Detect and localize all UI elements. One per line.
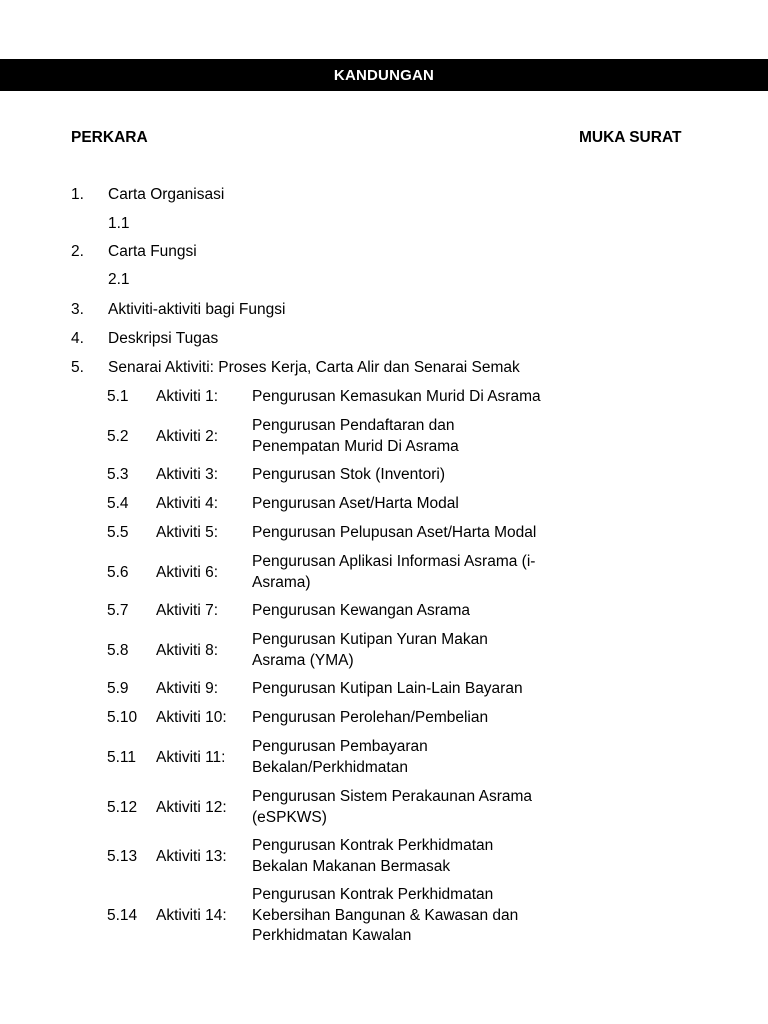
subitem-title-line: Pengurusan Kemasukan Murid Di Asrama <box>252 388 541 405</box>
subitem-number: 5.2 <box>107 428 129 445</box>
subitem-title <box>252 885 562 947</box>
subitem-title-line: Pengurusan Pelupusan Aset/Harta Modal <box>252 524 537 541</box>
item-number: 4. <box>71 330 84 347</box>
subitem-activity: Aktiviti 9: <box>156 680 219 697</box>
subitem-number: 5.1 <box>107 388 129 405</box>
subitem-title <box>252 387 562 408</box>
subitem-activity: Aktiviti 1: <box>156 388 219 405</box>
subitem-activity: Aktiviti 13: <box>156 848 227 865</box>
item-text: 1.1 <box>108 215 130 232</box>
subitem-activity: Aktiviti 6: <box>156 564 219 581</box>
subitem-title <box>252 523 562 544</box>
subitem-activity: Aktiviti 14: <box>156 907 227 924</box>
subitem-activity: Aktiviti 2: <box>156 428 219 445</box>
item-text: 2.1 <box>108 271 130 288</box>
page-title: KANDUNGAN <box>333 66 435 84</box>
subitem-title-line: Pengurusan Kontrak Perkhidmatan <box>252 886 494 903</box>
subitem-title <box>252 494 562 515</box>
item-text: Deskripsi Tugas <box>108 330 219 347</box>
title-bar <box>0 59 768 91</box>
subitem-title-line: Pengurusan Sistem Perakaunan Asrama <box>252 788 533 805</box>
item-text: Carta Fungsi <box>108 243 197 260</box>
subitem-title-line: Pengurusan Pembayaran <box>252 738 428 755</box>
subitem-activity: Aktiviti 7: <box>156 602 219 619</box>
subitem-activity: Aktiviti 8: <box>156 642 219 659</box>
subitem-activity: Aktiviti 3: <box>156 466 219 483</box>
subitem-title-line: Asrama) <box>252 573 311 591</box>
subitem-title <box>252 708 562 729</box>
subitem-title <box>252 787 562 828</box>
subitem-title-line: Pengurusan Stok (Inventori) <box>252 466 445 483</box>
subitem-title <box>252 630 562 671</box>
item-number: 5. <box>71 359 84 376</box>
subitem-title <box>252 836 562 877</box>
subitem-title <box>252 601 562 622</box>
item-number: 3. <box>71 301 84 318</box>
subitem-title <box>252 679 562 700</box>
subitem-title-line: Pengurusan Kontrak Perkhidmatan <box>252 837 494 854</box>
header-muka-surat: MUKA SURAT <box>579 129 682 146</box>
header-perkara: PERKARA <box>71 129 148 146</box>
subitem-title-line: Bekalan Makanan Bermasak <box>252 857 451 875</box>
subitem-activity: Aktiviti 5: <box>156 524 219 541</box>
subitem-number: 5.7 <box>107 602 129 619</box>
subitem-title-line: Pengurusan Perolehan/Pembelian <box>252 709 489 726</box>
subitem-number: 5.13 <box>107 848 138 865</box>
subitem-title-line: Asrama (YMA) <box>252 651 354 669</box>
subitem-title-line: Pengurusan Kutipan Yuran Makan <box>252 631 488 648</box>
subitem-title <box>252 737 562 778</box>
subitem-number: 5.9 <box>107 680 129 697</box>
subitem-number: 5.10 <box>107 709 138 726</box>
subitem-number: 5.3 <box>107 466 129 483</box>
subitem-number: 5.4 <box>107 495 129 512</box>
item-number: 1. <box>71 186 84 203</box>
subitem-title-line: (eSPKWS) <box>252 808 327 826</box>
subitem-number: 5.5 <box>107 524 129 541</box>
subitem-number: 5.14 <box>107 907 138 924</box>
item-text: Senarai Aktiviti: Proses Kerja, Carta Alir dan Senarai Semak <box>108 359 520 376</box>
subitem-title-line: Kebersihan Bangunan & Kawasan dan <box>252 906 519 924</box>
subitem-title-line: Pengurusan Aplikasi Informasi Asrama (i- <box>252 553 536 570</box>
subitem-title-line: Pengurusan Aset/Harta Modal <box>252 495 459 512</box>
subitem-activity: Aktiviti 10: <box>156 709 227 726</box>
subitem-title <box>252 465 562 486</box>
item-number: 2. <box>71 243 84 260</box>
subitem-title-line: Bekalan/Perkhidmatan <box>252 758 408 776</box>
subitem-title-line: Pengurusan Kutipan Lain-Lain Bayaran <box>252 680 523 697</box>
subitem-activity: Aktiviti 11: <box>156 749 226 766</box>
subitem-activity: Aktiviti 4: <box>156 495 219 512</box>
subitem-number: 5.12 <box>107 799 138 816</box>
subitem-number: 5.11 <box>107 749 137 766</box>
subitem-title <box>252 552 562 593</box>
subitem-number: 5.6 <box>107 564 129 581</box>
subitem-title-line: Pengurusan Kewangan Asrama <box>252 602 471 619</box>
item-text: Carta Organisasi <box>108 186 225 203</box>
subitem-title-line: Penempatan Murid Di Asrama <box>252 437 459 455</box>
subitem-title <box>252 416 562 457</box>
subitem-activity: Aktiviti 12: <box>156 799 227 816</box>
subitem-title-line: Perkhidmatan Kawalan <box>252 927 412 944</box>
item-text: Aktiviti-aktiviti bagi Fungsi <box>108 301 286 318</box>
subitem-number: 5.8 <box>107 642 129 659</box>
subitem-title-line: Pengurusan Pendaftaran dan <box>252 417 455 434</box>
